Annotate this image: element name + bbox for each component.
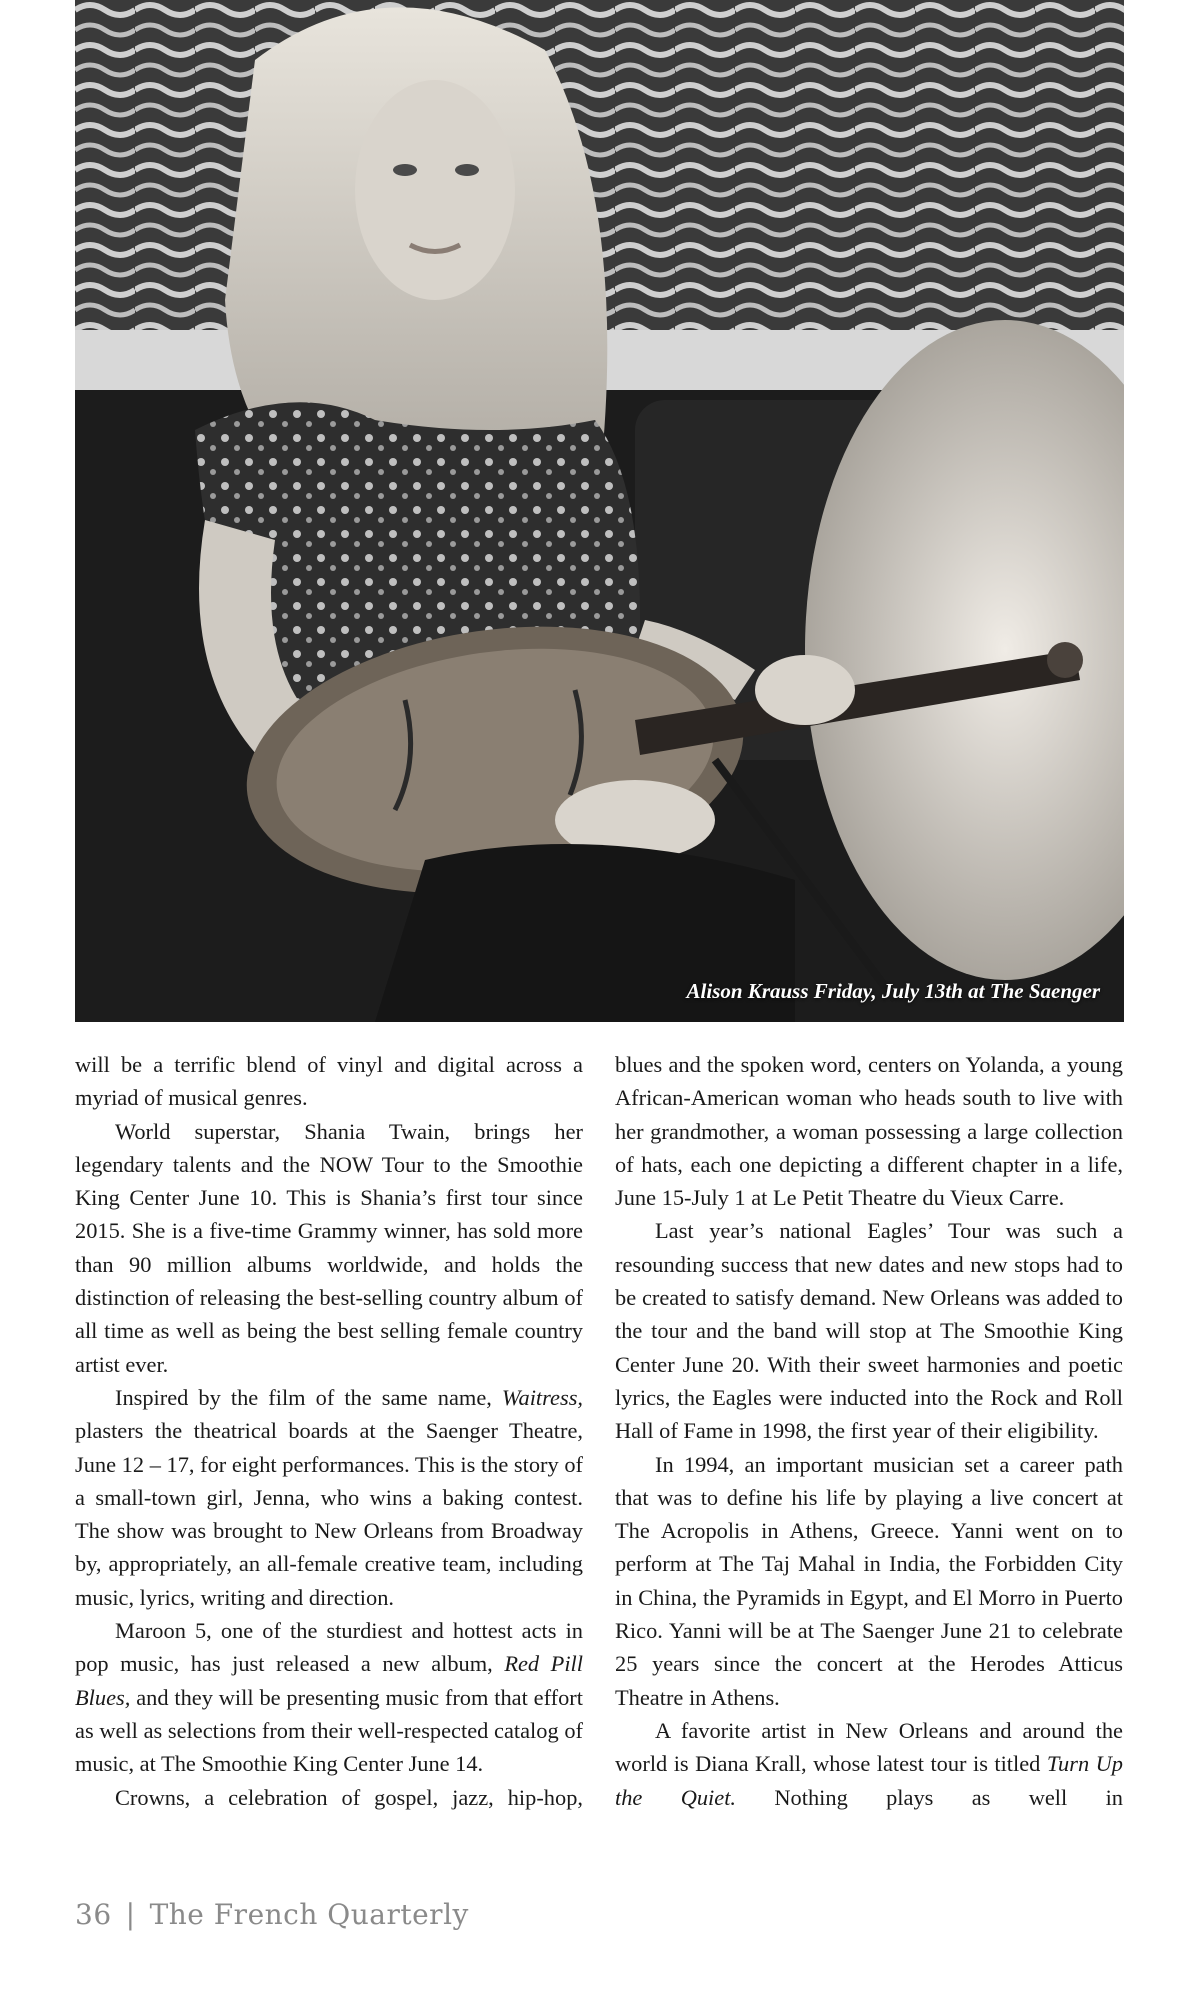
paragraph: Last year’s national Eagles’ Tour was such a resounding success that new dates and new stops had to be created to satisfy demand. New Orleans was added to the tour and the band will stop at The Smoothie King Center June 20. With their sweet harmonies and poetic lyrics, the Eagles were inducted into the Rock and Roll Hall of Fame in 1998, the first year of their eligibility. <box>615 1218 1123 1444</box>
paragraph <box>75 1614 583 1780</box>
paragraph: Crowns, a celebration of gospel, jazz, hip-hop, <box>115 1784 583 1810</box>
paragraph: In 1994, an important musician set a career path that was to define his life by playing a live concert at The Acropolis in Athens, Greece. Yanni went on to perform at The Taj Mahal in India, the Forbidden City in China, the Pyramids in Egypt, and El Morro in Puerto Rico. Yanni will be at The Saenger June 21 to celebrate 25 years since the concert at the Herodes Atticus Theatre in Athens. <box>615 1451 1123 1710</box>
paragraph: blues and the spoken word, centers on Yolanda, a young African-American woman who heads south to live with her grandmother, a woman possessing a large collection of hats, each one depicting a different chapter in a life, June 15-July 1 at Le Petit Theatre du Vieux Carre. <box>615 1052 1123 1211</box>
page-number: 36 <box>75 1898 112 1931</box>
paragraph-text: and they will be presenting music from that effort as well as selections from their well-respected catalog of music, at The Smoothie King Center June 14. <box>75 1684 583 1777</box>
paragraph-text: Inspired by the film of the same name, <box>115 1384 502 1410</box>
paragraph <box>615 1714 1123 1814</box>
paragraph: will be a terrific blend of vinyl and digital across a myriad of musical genres. <box>75 1052 583 1111</box>
article-column-right <box>615 1048 1123 1814</box>
show-title: Waitress, <box>501 1384 583 1410</box>
page-footer <box>75 1898 469 1931</box>
publication-name: The French Quarterly <box>149 1898 469 1931</box>
paragraph: World superstar, Shania Twain, brings her legendary talents and the NOW Tour to the Smoothie King Center June 10. This is Shania’s first tour since 2015. She is a five-time Grammy winner, has sold more than 90 million albums worldwide, and holds the distinction of releasing the best-selling country album of all time as well as being the best selling female country artist ever. <box>75 1118 583 1377</box>
feature-photo <box>75 0 1124 1022</box>
tour-title: Turn Up the Quiet. <box>615 1751 1123 1810</box>
paragraph-text: A favorite artist in New Orleans and around the world is Diana Krall, whose latest tour is titled <box>615 1717 1123 1777</box>
paragraph-text: Maroon 5, one of the sturdiest and hottest acts in pop music, has just released a new album, <box>75 1618 583 1677</box>
article-column-left <box>75 1048 583 1814</box>
photo-caption: Alison Krauss Friday, July 13th at The Saenger <box>686 979 1100 1003</box>
paragraph-text: plasters the theatrical boards at the Saenger Theatre, June 12 – 17, for eight performances. This is the story of a small-town girl, Jenna, who wins a baking contest. The show was brought to New Orleans from Broadway by, appropriately, an all-female creative team, including music, lyrics, writing and direction. <box>75 1418 583 1610</box>
album-title: Red Pill Blues, <box>75 1651 583 1710</box>
footer-separator: | <box>125 1898 136 1931</box>
paragraph-text: Nothing plays as well in <box>736 1784 1124 1810</box>
paragraph <box>75 1381 583 1614</box>
photo-illustration <box>75 0 1124 1022</box>
